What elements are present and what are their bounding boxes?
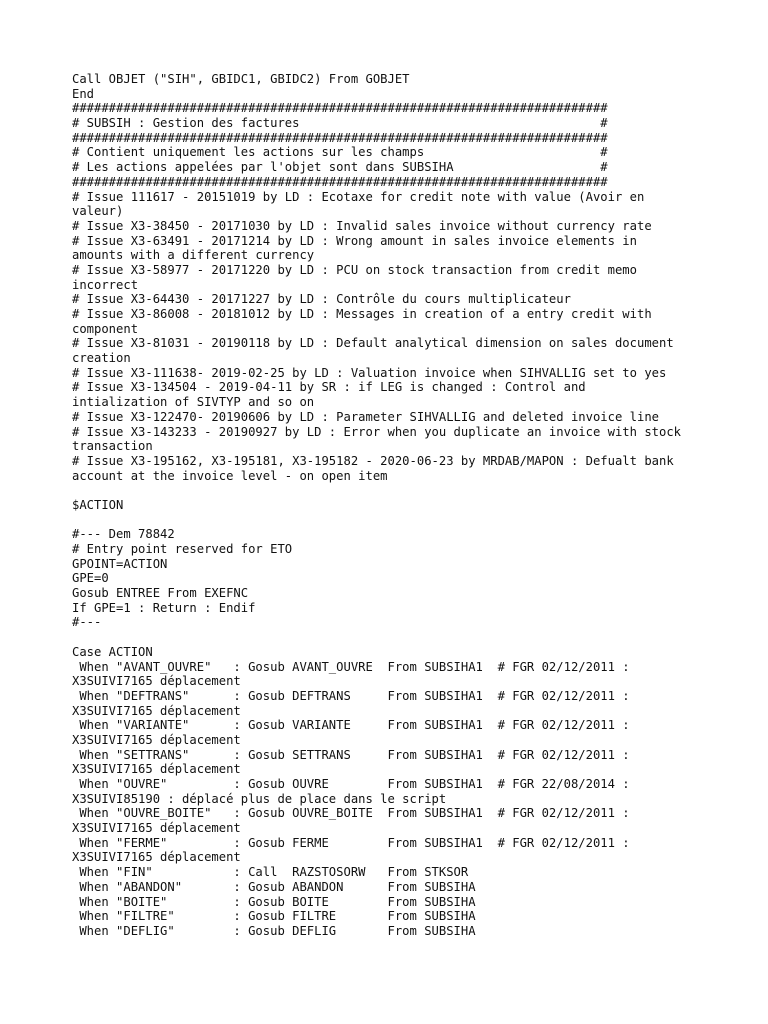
code-line: # Issue X3-86008 - 20181012 by LD : Messages in creation of a entry credit with bbox=[72, 307, 652, 321]
code-line: X3SUIVI7165 déplacement bbox=[72, 674, 241, 689]
code-line: When "DEFLIG" : Gosub DEFLIG From SUBSIHA bbox=[72, 923, 476, 938]
code-line: # Issue 111617 - 20151019 by LD : Ecotaxe for credit note with value (Avoir en bbox=[72, 189, 645, 204]
code-line: When "FERME" : Gosub FERME From SUBSIHA1 # FGR 02/12/2011 : bbox=[72, 835, 630, 850]
code-line: Call OBJET ("SIH", GBIDC1, GBIDC2) From GOBJET bbox=[72, 72, 410, 86]
code-line: GPE=0 bbox=[72, 571, 109, 586]
code-document bbox=[72, 72, 712, 939]
code-line: # Issue X3-64430 - 20171227 by LD : Contrôle du cours multiplicateur bbox=[72, 292, 571, 307]
code-line: End bbox=[72, 86, 95, 101]
code-line: X3SUIVI85190 : déplacé plus de place dans le script bbox=[72, 791, 447, 806]
code-line: When "SETTRANS" : Gosub SETTRANS From SUBSIHA1 # FGR 02/12/2011 : bbox=[72, 747, 630, 762]
code-line bbox=[72, 483, 712, 498]
code-line: component bbox=[72, 321, 139, 336]
code-line: # Issue X3-143233 - 20190927 by LD : Error when you duplicate an invoice with stock bbox=[72, 424, 682, 439]
code-line: ######################################################################### bbox=[72, 101, 608, 116]
code-line: # Issue X3-38450 - 20171030 by LD : Invalid sales invoice without currency rate bbox=[72, 218, 652, 233]
code-line: incorrect bbox=[72, 277, 139, 292]
code-line: X3SUIVI7165 déplacement bbox=[72, 732, 241, 747]
code-line: GPOINT=ACTION bbox=[72, 556, 168, 571]
code-line: When "AVANT_OUVRE" : Gosub AVANT_OUVRE From SUBSIHA1 # FGR 02/12/2011 : bbox=[72, 659, 630, 674]
code-line: $ACTION bbox=[72, 497, 124, 512]
code-line: When "FIN" : Call RAZSTOSORW From STKSOR bbox=[72, 865, 469, 880]
code-line: ######################################################################### bbox=[72, 174, 608, 189]
code-line: X3SUIVI7165 déplacement bbox=[72, 703, 241, 718]
code-line: Gosub ENTREE From EXEFNC bbox=[72, 586, 249, 601]
code-line: If GPE=1 : Return : Endif bbox=[72, 600, 256, 615]
code-line: # SUBSIH : Gestion des factures # bbox=[72, 116, 608, 131]
code-line: X3SUIVI7165 déplacement bbox=[72, 762, 241, 777]
code-line: Case ACTION bbox=[72, 644, 153, 659]
code-line: When "OUVRE" : Gosub OUVRE From SUBSIHA1 # FGR 22/08/2014 : bbox=[72, 777, 630, 791]
code-line: X3SUIVI7165 déplacement bbox=[72, 821, 241, 836]
code-line: When "VARIANTE" : Gosub VARIANTE From SUBSIHA1 # FGR 02/12/2011 : bbox=[72, 718, 630, 733]
code-line: creation bbox=[72, 351, 131, 366]
code-line: # Issue X3-111638- 2019-02-25 by LD : Valuation invoice when SIHVALLIG set to yes bbox=[72, 365, 667, 380]
code-line: # Issue X3-134504 - 2019-04-11 by SR : if LEG is changed : Control and bbox=[72, 380, 586, 395]
code-line: intialization of SIVTYP and so on bbox=[72, 395, 315, 410]
code-line: transaction bbox=[72, 439, 153, 454]
code-line bbox=[72, 630, 712, 645]
code-line: account at the invoice level - on open item bbox=[72, 468, 388, 483]
code-line: #--- Dem 78842 bbox=[72, 527, 175, 542]
code-line: ######################################################################### bbox=[72, 130, 608, 145]
code-line: # Entry point reserved for ETO bbox=[72, 542, 293, 556]
code-line: When "OUVRE_BOITE" : Gosub OUVRE_BOITE From SUBSIHA1 # FGR 02/12/2011 : bbox=[72, 806, 630, 821]
code-line: X3SUIVI7165 déplacement bbox=[72, 850, 241, 865]
code-line bbox=[72, 513, 712, 528]
code-line: # Issue X3-63491 - 20171214 by LD : Wrong amount in sales invoice elements in bbox=[72, 233, 637, 248]
code-line: # Issue X3-58977 - 20171220 by LD : PCU on stock transaction from credit memo bbox=[72, 262, 637, 277]
code-line: # Issue X3-122470- 20190606 by LD : Parameter SIHVALLIG and deleted invoice line bbox=[72, 409, 659, 424]
code-line: amounts with a different currency bbox=[72, 248, 315, 263]
code-line: # Issue X3-195162, X3-195181, X3-195182 - 2020-06-23 by MRDAB/MAPON : Defualt bank bbox=[72, 453, 674, 468]
code-line: valeur) bbox=[72, 204, 124, 219]
code-line: #--- bbox=[72, 615, 102, 630]
code-line: When "BOITE" : Gosub BOITE From SUBSIHA bbox=[72, 894, 476, 909]
code-line: When "FILTRE" : Gosub FILTRE From SUBSIHA bbox=[72, 909, 476, 924]
code-line: When "ABANDON" : Gosub ABANDON From SUBSIHA bbox=[72, 879, 476, 894]
code-line: # Contient uniquement les actions sur les champs # bbox=[72, 145, 608, 160]
code-line: When "DEFTRANS" : Gosub DEFTRANS From SUBSIHA1 # FGR 02/12/2011 : bbox=[72, 688, 630, 703]
code-line: # Les actions appelées par l'objet sont dans SUBSIHA # bbox=[72, 160, 608, 175]
code-line: # Issue X3-81031 - 20190118 by LD : Default analytical dimension on sales document bbox=[72, 336, 674, 351]
